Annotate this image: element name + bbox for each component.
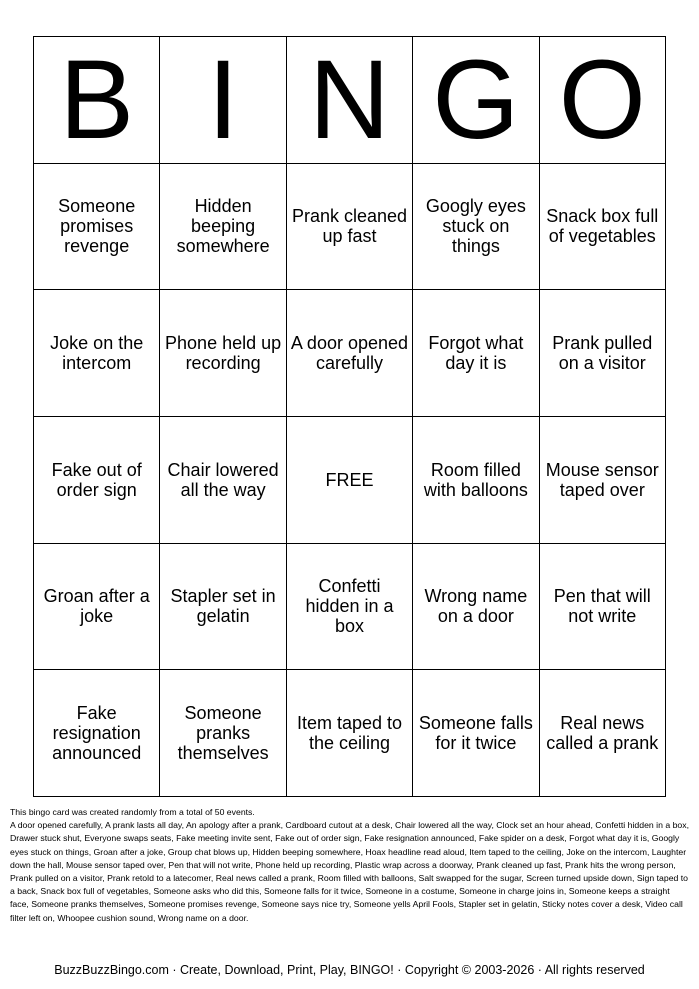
bingo-cell: Someone promises revenge (34, 163, 160, 290)
bingo-cell: Groan after a joke (34, 543, 160, 670)
bingo-cell: Item taped to the ceiling (286, 670, 412, 797)
bingo-cell: Mouse sensor taped over (539, 416, 665, 543)
bingo-cell: Googly eyes stuck on things (413, 163, 539, 290)
page-footer: BuzzBuzzBingo.com · Create, Download, Print, Play, BINGO! · Copyright © 2003-2026 · All rights reserved (54, 963, 645, 977)
bingo-cell: Room filled with balloons (413, 416, 539, 543)
header-letter-o: O (539, 37, 665, 164)
header-letter-n: N (286, 37, 412, 164)
bingo-cell: Forgot what day it is (413, 290, 539, 417)
bingo-row (34, 670, 666, 797)
bingo-cell: Fake resignation announced (34, 670, 160, 797)
free-space-cell: FREE (286, 416, 412, 543)
header-letter-i: I (160, 37, 286, 164)
bingo-row (34, 543, 666, 670)
bingo-cell: Prank cleaned up fast (286, 163, 412, 290)
bingo-cell: Someone falls for it twice (413, 670, 539, 797)
description-event-list: A door opened carefully, A prank lasts all day, An apology after a prank, Cardboard cutout at a desk, Chair lowered all the way, Clock set an hour ahead, Confetti hidden in a box, Drawer stuck shut, Everyone swaps seats, Fake meeting invite sent, Fake out of order sign, Fake resignation announced, Fake spider on a desk, Forgot what day it is, Googly eyes stuck on things, Groan after a joke, Group chat blows up, Hidden beeping somewhere, Hoax headline read aloud, Item taped to the ceiling, Joke on the intercom, Laughter down the hall, Mouse sensor taped over, Pen that will not write, Phone held up recording, Plastic wrap across a doorway, Prank cleaned up fast, Prank hits the wrong person, Prank pulled on a visitor, Prank retold to a latecomer, Real news called a prank, Room filled with balloons, Salt swapped for the sugar, Screen turned upside down, Sign taped to a back, Snack box full of vegetables, Someone asks who did this, Someone falls for it twice, Someone in a costume, Someone in charge joins in, Someone keeps a straight face, Someone pranks themselves, Someone promises revenge, Someone says nice try, Someone yells April Fools, Stapler set in gelatin, Sticky notes cover a desk, Video call filter left on, Whoopee cushion sound, Wrong name on a door. (10, 820, 689, 923)
bingo-cell: Prank pulled on a visitor (539, 290, 665, 417)
bingo-row (34, 290, 666, 417)
header-letter-g: G (413, 37, 539, 164)
bingo-cell: Hidden beeping somewhere (160, 163, 286, 290)
bingo-card (33, 36, 666, 797)
bingo-header-row (34, 37, 666, 164)
card-description (10, 806, 690, 925)
bingo-cell: Real news called a prank (539, 670, 665, 797)
bingo-cell: Fake out of order sign (34, 416, 160, 543)
description-intro: This bingo card was created randomly from a total of 50 events. (10, 807, 255, 817)
bingo-cell: Confetti hidden in a box (286, 543, 412, 670)
bingo-cell: Someone pranks themselves (160, 670, 286, 797)
bingo-cell: Chair lowered all the way (160, 416, 286, 543)
bingo-row (34, 416, 666, 543)
bingo-cell: Phone held up recording (160, 290, 286, 417)
bingo-cell: Wrong name on a door (413, 543, 539, 670)
header-letter-b: B (34, 37, 160, 164)
bingo-cell: A door opened carefully (286, 290, 412, 417)
bingo-cell: Stapler set in gelatin (160, 543, 286, 670)
bingo-cell: Pen that will not write (539, 543, 665, 670)
bingo-cell: Snack box full of vegetables (539, 163, 665, 290)
bingo-row (34, 163, 666, 290)
bingo-cell: Joke on the intercom (34, 290, 160, 417)
